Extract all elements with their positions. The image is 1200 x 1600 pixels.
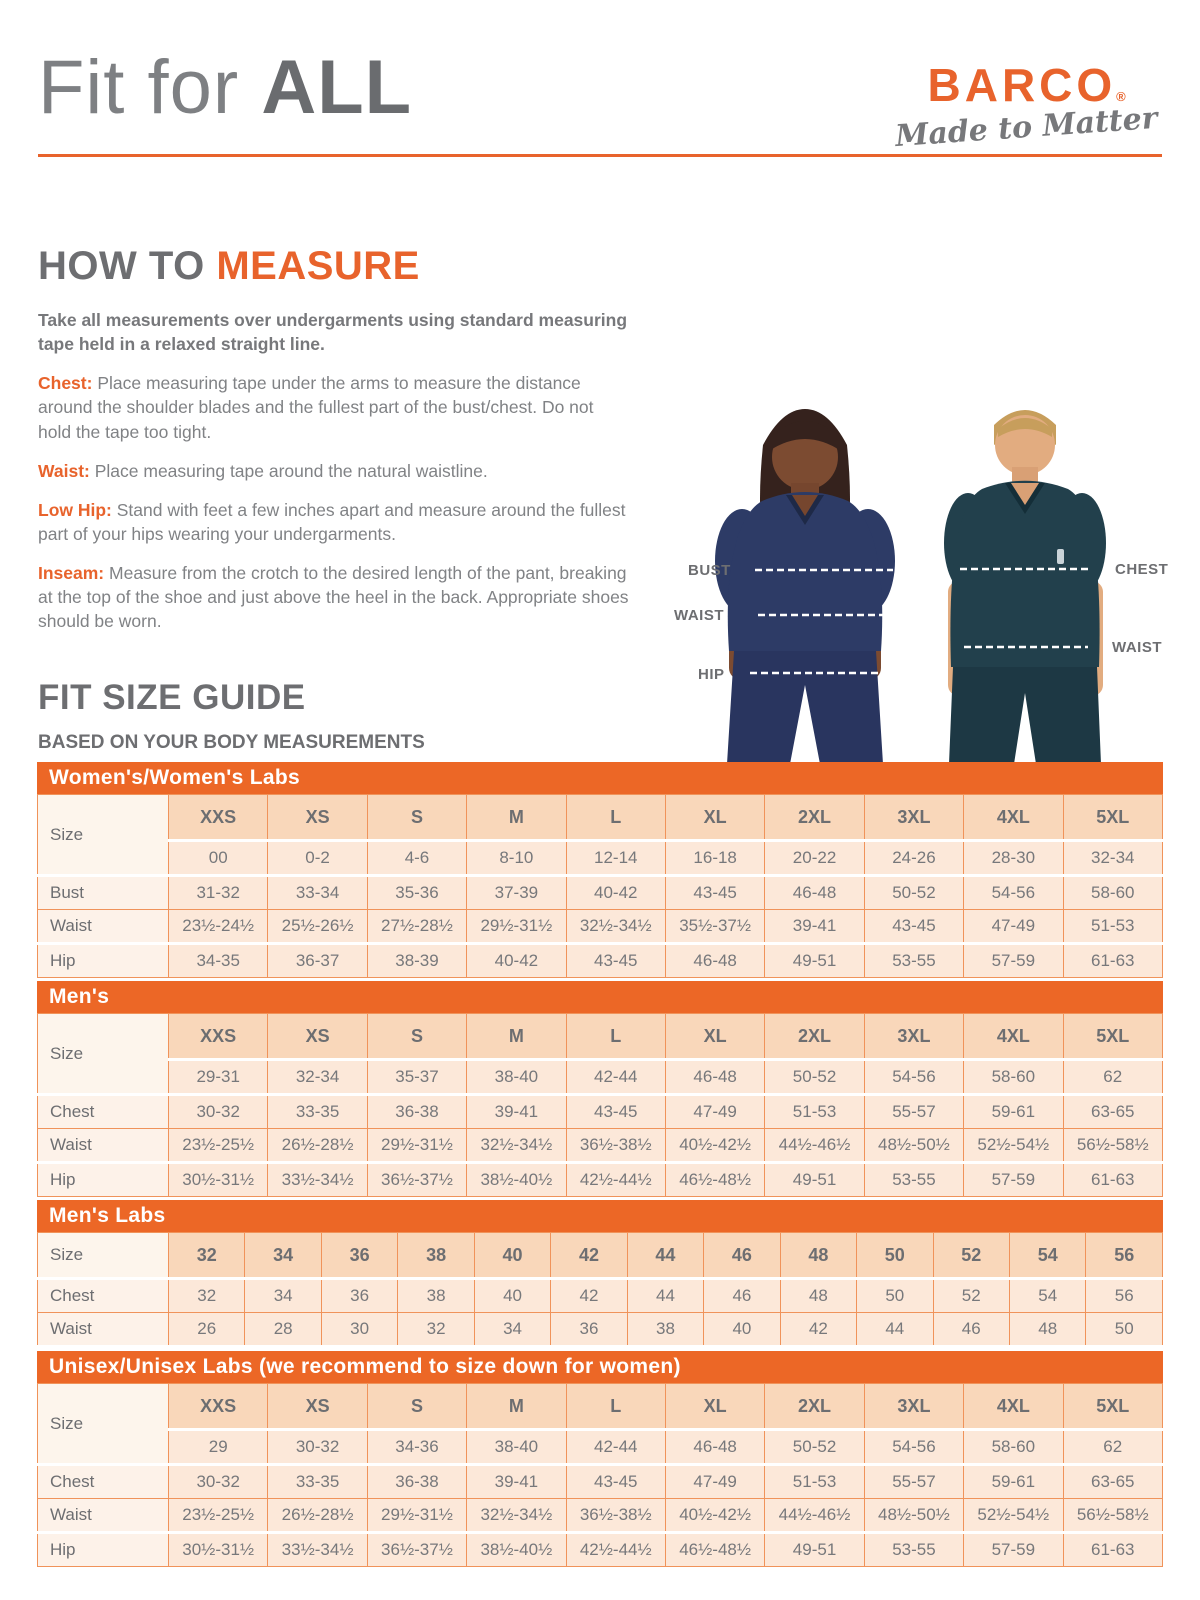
size-number-cell: 34-36 — [367, 1430, 466, 1465]
value-cell: 32½-34½ — [467, 1129, 566, 1163]
value-cell: 55-57 — [864, 1465, 963, 1499]
size-number-cell: 38-40 — [467, 1060, 566, 1095]
value-cell: 49-51 — [765, 944, 864, 978]
value-cell: 23½-24½ — [169, 910, 268, 944]
size-number-cell: 4-6 — [367, 841, 466, 876]
value-cell: 56 — [1086, 1279, 1163, 1313]
value-cell: 61-63 — [1063, 1533, 1162, 1567]
value-cell: 46 — [704, 1279, 780, 1313]
measure-item-text: Measure from the crotch to the desired length of the pant, breaking at the top of the shoe and just above the heel in the back. Appropriate shoes should be worn. — [38, 563, 629, 632]
table-band-title: Men's — [37, 981, 1163, 1013]
size-number-cell: 32-34 — [1063, 841, 1162, 876]
page-title-regular: Fit for — [38, 45, 240, 130]
value-cell: 48 — [780, 1279, 856, 1313]
value-cell: 57-59 — [964, 1533, 1063, 1567]
how-to-measure-heading — [38, 244, 630, 289]
value-cell: 49-51 — [765, 1533, 864, 1567]
brand-logo-wordmark: BARCO® — [927, 59, 1126, 111]
value-cell: 43-45 — [566, 1095, 665, 1129]
value-cell: 55-57 — [864, 1095, 963, 1129]
row-label-cell: Chest — [38, 1279, 169, 1313]
woman-figure — [715, 409, 900, 764]
value-cell: 30½-31½ — [169, 1163, 268, 1197]
row-label-cell: Chest — [38, 1465, 169, 1499]
value-cell: 48 — [1009, 1313, 1085, 1347]
value-cell: 53-55 — [864, 1533, 963, 1567]
size-name-cell: 3XL — [864, 795, 963, 841]
size-number-cell: 12-14 — [566, 841, 665, 876]
value-cell: 43-45 — [864, 910, 963, 944]
measure-item-text: Place measuring tape around the natural waistline. — [94, 460, 488, 481]
size-header-cell: Size — [38, 1384, 169, 1465]
size-number-cell: 30-32 — [268, 1430, 367, 1465]
value-cell: 30 — [321, 1313, 397, 1347]
value-cell: 31-32 — [169, 876, 268, 910]
row-label-cell: Waist — [38, 1499, 169, 1533]
size-name-cell: L — [566, 795, 665, 841]
size-name-cell: 4XL — [964, 1384, 1063, 1430]
heading-orange-part: MEASURE — [216, 244, 420, 288]
value-cell: 27½-28½ — [367, 910, 466, 944]
value-cell: 47-49 — [665, 1465, 764, 1499]
row-label-cell: Waist — [38, 1129, 169, 1163]
value-cell: 46-48 — [665, 944, 764, 978]
size-name-cell: S — [367, 1014, 466, 1060]
value-cell: 32½-34½ — [566, 910, 665, 944]
measure-item-low-hip — [38, 498, 630, 546]
value-cell: 44½-46½ — [765, 1129, 864, 1163]
value-cell: 40-42 — [467, 944, 566, 978]
size-name-cell: M — [467, 1384, 566, 1430]
value-cell: 53-55 — [864, 944, 963, 978]
size-number-cell: 35-37 — [367, 1060, 466, 1095]
value-cell: 50 — [1086, 1313, 1163, 1347]
size-number-cell: 50-52 — [765, 1060, 864, 1095]
value-cell: 44½-46½ — [765, 1499, 864, 1533]
heading-gray-part: HOW TO — [38, 244, 205, 288]
size-header-cell: Size — [38, 795, 169, 876]
size-number-cell: 46-48 — [665, 1060, 764, 1095]
size-name-cell: 42 — [551, 1233, 627, 1279]
value-cell: 46 — [933, 1313, 1009, 1347]
size-number-cell: 32-34 — [268, 1060, 367, 1095]
value-cell: 33½-34½ — [268, 1163, 367, 1197]
value-cell: 33-35 — [268, 1095, 367, 1129]
value-cell: 33-34 — [268, 876, 367, 910]
size-table-3 — [37, 1351, 1163, 1567]
brand-logo — [894, 59, 1159, 155]
man-waist-label: WAIST — [1112, 639, 1162, 656]
size-name-cell: XXS — [169, 795, 268, 841]
value-cell: 63-65 — [1063, 1095, 1162, 1129]
value-cell: 32 — [169, 1279, 245, 1313]
value-cell: 35½-37½ — [665, 910, 764, 944]
value-cell: 26 — [169, 1313, 245, 1347]
models-photo — [650, 383, 1200, 764]
measure-item-label: Chest: — [38, 373, 93, 394]
value-cell: 32 — [398, 1313, 474, 1347]
size-name-cell: 48 — [780, 1233, 856, 1279]
measure-item-inseam — [38, 561, 630, 633]
value-cell: 42 — [551, 1279, 627, 1313]
size-name-cell: XL — [665, 1384, 764, 1430]
size-name-cell: 3XL — [864, 1014, 963, 1060]
measure-item-label: Low Hip: — [38, 499, 112, 520]
value-cell: 38 — [398, 1279, 474, 1313]
value-cell: 26½-28½ — [268, 1499, 367, 1533]
size-name-cell: 5XL — [1063, 795, 1162, 841]
value-cell: 34-35 — [169, 944, 268, 978]
value-cell: 57-59 — [964, 944, 1063, 978]
value-cell: 36-38 — [367, 1465, 466, 1499]
size-name-cell: 52 — [933, 1233, 1009, 1279]
value-cell: 40½-42½ — [665, 1499, 764, 1533]
value-cell: 43-45 — [566, 944, 665, 978]
value-cell: 54 — [1009, 1279, 1085, 1313]
size-name-cell: 44 — [627, 1233, 703, 1279]
value-cell: 28 — [245, 1313, 321, 1347]
row-label-cell: Waist — [38, 1313, 169, 1347]
value-cell: 42 — [780, 1313, 856, 1347]
woman-waist-label: WAIST — [674, 607, 724, 624]
value-cell: 36½-38½ — [566, 1129, 665, 1163]
measure-item-chest — [38, 371, 630, 443]
value-cell: 50-52 — [864, 876, 963, 910]
value-cell: 25½-26½ — [268, 910, 367, 944]
size-name-cell: L — [566, 1014, 665, 1060]
value-cell: 46½-48½ — [665, 1163, 764, 1197]
value-cell: 42½-44½ — [566, 1163, 665, 1197]
size-name-cell: XXS — [169, 1014, 268, 1060]
value-cell: 52½-54½ — [964, 1499, 1063, 1533]
size-number-cell: 20-22 — [765, 841, 864, 876]
size-number-cell: 38-40 — [467, 1430, 566, 1465]
size-number-cell: 50-52 — [765, 1430, 864, 1465]
size-name-cell: XXS — [169, 1384, 268, 1430]
size-name-cell: 50 — [857, 1233, 933, 1279]
value-cell: 29½-31½ — [367, 1129, 466, 1163]
value-cell: 51-53 — [1063, 910, 1162, 944]
size-name-cell: 5XL — [1063, 1384, 1162, 1430]
measure-item-label: Waist: — [38, 460, 90, 481]
row-label-cell: Waist — [38, 910, 169, 944]
value-cell: 61-63 — [1063, 1163, 1162, 1197]
value-cell: 59-61 — [964, 1095, 1063, 1129]
man-figure — [944, 410, 1106, 764]
size-number-cell: 42-44 — [566, 1430, 665, 1465]
value-cell: 36-37 — [268, 944, 367, 978]
size-name-cell: 4XL — [964, 1014, 1063, 1060]
value-cell: 52½-54½ — [964, 1129, 1063, 1163]
models-illustration — [650, 383, 1200, 764]
value-cell: 37-39 — [467, 876, 566, 910]
size-name-cell: 38 — [398, 1233, 474, 1279]
row-label-cell: Chest — [38, 1095, 169, 1129]
size-name-cell: M — [467, 795, 566, 841]
size-name-cell: 2XL — [765, 795, 864, 841]
value-cell: 38 — [627, 1313, 703, 1347]
size-name-cell: XS — [268, 1384, 367, 1430]
size-name-cell: 36 — [321, 1233, 397, 1279]
size-number-cell: 0-2 — [268, 841, 367, 876]
size-name-cell: L — [566, 1384, 665, 1430]
value-cell: 53-55 — [864, 1163, 963, 1197]
value-cell: 29½-31½ — [367, 1499, 466, 1533]
size-header-cell: Size — [38, 1014, 169, 1095]
registered-mark: ® — [1116, 89, 1126, 104]
value-cell: 50 — [857, 1279, 933, 1313]
value-cell: 57-59 — [964, 1163, 1063, 1197]
row-label-cell: Hip — [38, 1163, 169, 1197]
value-cell: 39-41 — [765, 910, 864, 944]
size-name-cell: M — [467, 1014, 566, 1060]
size-name-cell: XS — [268, 1014, 367, 1060]
measure-item-waist — [38, 459, 630, 483]
size-header-cell: Size — [38, 1233, 169, 1279]
value-cell: 54-56 — [964, 876, 1063, 910]
how-to-measure-section — [38, 244, 630, 634]
brand-tagline: Made to Matter — [894, 100, 1159, 155]
size-name-cell: 34 — [245, 1233, 321, 1279]
value-cell: 30-32 — [169, 1465, 268, 1499]
value-cell: 36 — [321, 1279, 397, 1313]
value-cell: 46½-48½ — [665, 1533, 764, 1567]
row-label-cell: Bust — [38, 876, 169, 910]
size-table-1 — [37, 981, 1163, 1197]
value-cell: 26½-28½ — [268, 1129, 367, 1163]
value-cell: 30-32 — [169, 1095, 268, 1129]
size-name-cell: 2XL — [765, 1384, 864, 1430]
value-cell: 23½-25½ — [169, 1129, 268, 1163]
pocket-pen-icon — [1057, 549, 1064, 564]
size-name-cell: 2XL — [765, 1014, 864, 1060]
value-cell: 39-41 — [467, 1095, 566, 1129]
value-cell: 36-38 — [367, 1095, 466, 1129]
value-cell: 40 — [704, 1313, 780, 1347]
size-name-cell: 4XL — [964, 795, 1063, 841]
size-name-cell: XL — [665, 1014, 764, 1060]
row-label-cell: Hip — [38, 1533, 169, 1567]
value-cell: 40 — [474, 1279, 550, 1313]
table-band-title: Women's/Women's Labs — [37, 762, 1163, 794]
value-cell: 40½-42½ — [665, 1129, 764, 1163]
size-number-cell: 46-48 — [665, 1430, 764, 1465]
value-cell: 47-49 — [964, 910, 1063, 944]
fit-size-guide-title: FIT SIZE GUIDE — [38, 678, 306, 717]
size-table-2 — [37, 1200, 1163, 1348]
size-number-cell: 58-60 — [964, 1060, 1063, 1095]
size-name-cell: 5XL — [1063, 1014, 1162, 1060]
size-name-cell: 46 — [704, 1233, 780, 1279]
chest-label: CHEST — [1115, 561, 1169, 578]
size-number-cell: 54-56 — [864, 1060, 963, 1095]
value-cell: 51-53 — [765, 1465, 864, 1499]
size-number-cell: 8-10 — [467, 841, 566, 876]
size-name-cell: 56 — [1086, 1233, 1163, 1279]
size-name-cell: S — [367, 1384, 466, 1430]
value-cell: 29½-31½ — [467, 910, 566, 944]
size-number-cell: 28-30 — [964, 841, 1063, 876]
size-number-cell: 00 — [169, 841, 268, 876]
page-title — [38, 44, 412, 131]
size-number-cell: 16-18 — [665, 841, 764, 876]
size-number-cell: 29 — [169, 1430, 268, 1465]
value-cell: 33½-34½ — [268, 1533, 367, 1567]
fit-size-guide-subtitle: BASED ON YOUR BODY MEASUREMENTS — [38, 732, 425, 753]
size-name-cell: S — [367, 795, 466, 841]
value-cell: 36½-37½ — [367, 1533, 466, 1567]
size-table-0 — [37, 762, 1163, 978]
measure-item-label: Inseam: — [38, 563, 105, 584]
value-cell: 36 — [551, 1313, 627, 1347]
value-cell: 58-60 — [1063, 876, 1162, 910]
value-cell: 39-41 — [467, 1465, 566, 1499]
size-name-cell: 54 — [1009, 1233, 1085, 1279]
value-cell: 38-39 — [367, 944, 466, 978]
size-number-cell: 62 — [1063, 1060, 1162, 1095]
value-cell: 43-45 — [566, 1465, 665, 1499]
size-name-cell: XL — [665, 795, 764, 841]
value-cell: 49-51 — [765, 1163, 864, 1197]
value-cell: 52 — [933, 1279, 1009, 1313]
value-cell: 59-61 — [964, 1465, 1063, 1499]
value-cell: 40-42 — [566, 876, 665, 910]
size-name-cell: 3XL — [864, 1384, 963, 1430]
size-name-cell: 32 — [169, 1233, 245, 1279]
measure-item-text: Place measuring tape under the arms to measure the distance around the shoulder blades and the fullest part of the bust/chest. Do not hold the tape too tight. — [38, 373, 594, 442]
size-number-cell: 54-56 — [864, 1430, 963, 1465]
measure-item-text: Stand with feet a few inches apart and measure around the fullest part of your hips wearing your undergarments. — [38, 499, 626, 544]
value-cell: 34 — [245, 1279, 321, 1313]
table-band-title: Unisex/Unisex Labs (we recommend to size down for women) — [37, 1351, 1163, 1383]
header-divider — [38, 154, 1162, 157]
value-cell: 23½-25½ — [169, 1499, 268, 1533]
value-cell: 32½-34½ — [467, 1499, 566, 1533]
value-cell: 46-48 — [765, 876, 864, 910]
page-title-bold: ALL — [261, 45, 413, 130]
size-name-cell: XS — [268, 795, 367, 841]
value-cell: 63-65 — [1063, 1465, 1162, 1499]
value-cell: 42½-44½ — [566, 1533, 665, 1567]
bust-label: BUST — [688, 562, 731, 579]
size-number-cell: 29-31 — [169, 1060, 268, 1095]
value-cell: 47-49 — [665, 1095, 764, 1129]
value-cell: 38½-40½ — [467, 1163, 566, 1197]
value-cell: 36½-38½ — [566, 1499, 665, 1533]
value-cell: 48½-50½ — [864, 1499, 963, 1533]
measure-intro: Take all measurements over undergarments using standard measuring tape held in a relaxed straight line. — [38, 310, 628, 354]
value-cell: 36½-37½ — [367, 1163, 466, 1197]
size-number-cell: 42-44 — [566, 1060, 665, 1095]
table-band-title: Men's Labs — [37, 1200, 1163, 1232]
value-cell: 38½-40½ — [467, 1533, 566, 1567]
value-cell: 35-36 — [367, 876, 466, 910]
value-cell: 33-35 — [268, 1465, 367, 1499]
value-cell: 48½-50½ — [864, 1129, 963, 1163]
value-cell: 44 — [857, 1313, 933, 1347]
hip-label: HIP — [698, 666, 725, 683]
size-number-cell: 62 — [1063, 1430, 1162, 1465]
value-cell: 44 — [627, 1279, 703, 1313]
value-cell: 61-63 — [1063, 944, 1162, 978]
size-number-cell: 58-60 — [964, 1430, 1063, 1465]
size-tables — [37, 762, 1163, 1570]
value-cell: 56½-58½ — [1063, 1129, 1162, 1163]
value-cell: 43-45 — [665, 876, 764, 910]
row-label-cell: Hip — [38, 944, 169, 978]
value-cell: 56½-58½ — [1063, 1499, 1162, 1533]
value-cell: 30½-31½ — [169, 1533, 268, 1567]
value-cell: 34 — [474, 1313, 550, 1347]
size-number-cell: 24-26 — [864, 841, 963, 876]
size-name-cell: 40 — [474, 1233, 550, 1279]
value-cell: 51-53 — [765, 1095, 864, 1129]
